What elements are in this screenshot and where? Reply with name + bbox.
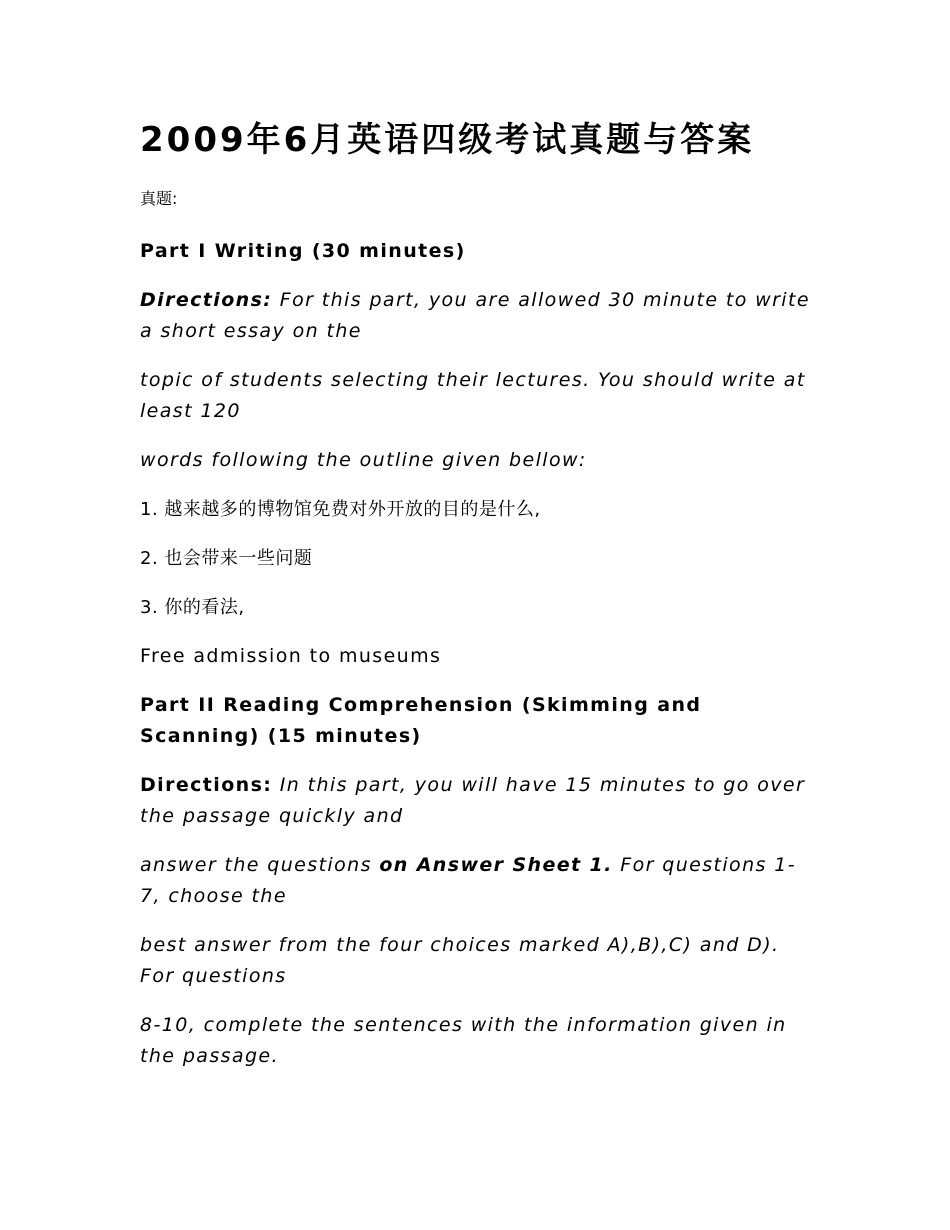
- part2-heading: Part II Reading Comprehension (Skimming and Scanning) (15 minutes): [140, 693, 702, 747]
- part1-directions-line2: topic of students selecting their lectures. You should write at least 120: [140, 368, 806, 422]
- part2-directions-label: Directions:: [140, 773, 273, 796]
- section-label: 真题:: [140, 188, 178, 208]
- part1-directions-line3: words following the outline given bellow:: [140, 448, 587, 471]
- part2-directions-text2-post: For questions 1-7, choose the: [140, 853, 797, 907]
- answer-sheet-ref: on Answer Sheet 1.: [379, 853, 613, 876]
- part2-directions-text2-pre: answer the questions: [140, 853, 380, 876]
- part2-directions-line3: best answer from the four choices marked A),B),C) and D). For questions: [140, 933, 780, 987]
- part1-heading: Part I Writing (30 minutes): [140, 239, 466, 262]
- part2-directions-text1: In this part, you will have 15 minutes to go over the passage quickly and: [140, 773, 806, 827]
- part1-directions-label: Directions:: [140, 288, 273, 311]
- essay-title: Free admission to museums: [140, 644, 442, 667]
- part1-directions-line1: [140, 285, 810, 347]
- part2-directions-line4: 8-10, complete the sentences with the information given in the passage.: [140, 1013, 787, 1067]
- document-page: [140, 120, 810, 1090]
- outline-item-2: 2. 也会带来一些问题: [140, 547, 313, 569]
- part2-directions-line2: [140, 850, 810, 912]
- outline-item-1: 1. 越来越多的博物馆免费对外开放的目的是什么,: [140, 498, 541, 520]
- outline-item-3: 3. 你的看法,: [140, 596, 245, 618]
- part1-directions-text1: For this part, you are allowed 30 minute to write a short essay on the: [140, 288, 810, 342]
- part2-directions-line1: [140, 770, 810, 832]
- document-title: 2009年6月英语四级考试真题与答案: [140, 120, 755, 160]
